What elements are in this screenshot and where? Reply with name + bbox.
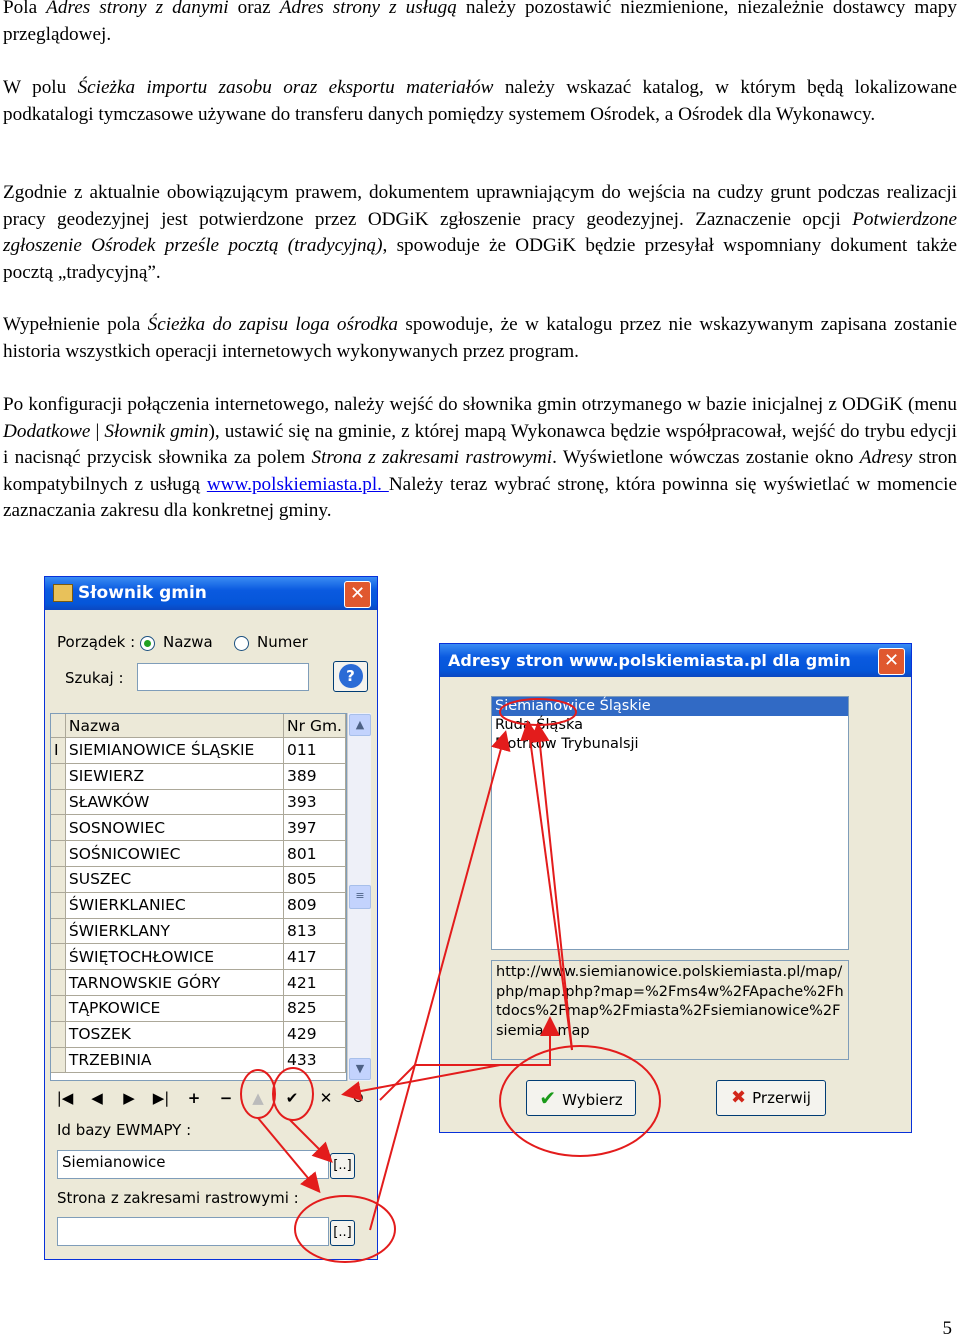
search-input[interactable] — [137, 663, 309, 691]
text: Zgodnie z aktualnie obowiązującym prawem, dokumentem uprawniającym do wejścia na cudzy grunt podczas realizacji pracy geodezyjnej jest potwierdzone przez ODGiK zgłoszenie pracy geodezyjnej. Zaznaczenie opcji — [3, 182, 957, 230]
text-italic: Potwierdzone zgłoszenie Ośrodek prześle pocztą (tradycyjną) — [3, 208, 957, 256]
text-italic: Adres strony z danymi — [46, 0, 229, 18]
nav-cancel-button[interactable]: ✕ — [319, 1089, 333, 1107]
cell-nazwa: TRZEBINIA — [65, 1047, 283, 1073]
table-row[interactable] — [51, 944, 346, 970]
row-indicator — [51, 866, 65, 892]
text: W polu — [3, 77, 78, 98]
cell-nr: 397 — [284, 815, 346, 841]
ewmapy-browse-button[interactable]: [..] — [330, 1153, 355, 1179]
cell-nr: 825 — [284, 995, 346, 1021]
nav-insert-button[interactable]: + — [187, 1089, 201, 1107]
table-row[interactable] — [51, 1021, 346, 1047]
text: należy pozostawić niezmienione, niezależnie dostawcy mapy przeglądowej. — [3, 0, 957, 45]
help-button[interactable] — [333, 661, 368, 692]
text-italic: Strona z zakresami rastrowymi — [311, 447, 553, 468]
table-row[interactable] — [51, 970, 346, 996]
table-row[interactable] — [51, 995, 346, 1021]
wybierz-label: Wybierz — [562, 1091, 623, 1109]
nav-edit-button[interactable]: ▲ — [252, 1089, 264, 1107]
radio-nazwa[interactable] — [140, 636, 155, 651]
cell-nazwa: SIEWIERZ — [65, 763, 283, 789]
order-label: Porządek : — [57, 633, 136, 651]
paragraph-1 — [3, 0, 957, 48]
polskiemiasta-link[interactable]: www.polskiemiasta.pl. — [206, 473, 389, 495]
cell-nr: 433 — [284, 1047, 346, 1073]
nav-refresh-button[interactable]: ↻ — [351, 1089, 365, 1107]
radio-nazwa-label: Nazwa — [163, 633, 213, 651]
ewmapy-input[interactable]: Siemianowice — [57, 1150, 329, 1179]
row-indicator — [51, 815, 65, 841]
radio-numer-label: Numer — [257, 633, 308, 651]
close-button[interactable]: ✕ — [878, 648, 905, 675]
cell-nazwa: SŁAWKÓW — [65, 789, 283, 815]
table-row[interactable] — [51, 866, 346, 892]
ewmapy-label: Id bazy EWMAPY : — [57, 1121, 192, 1139]
gminy-grid — [50, 713, 347, 1081]
text-italic: Słownik gmin — [104, 420, 209, 442]
row-indicator — [51, 995, 65, 1021]
nav-first-button[interactable]: |◀ — [56, 1089, 74, 1107]
table-row[interactable] — [51, 789, 346, 815]
text-italic: Dodatkowe — [3, 420, 91, 442]
raster-browse-button[interactable]: [..] — [330, 1220, 355, 1246]
cell-nazwa: ŚWIĘTOCHŁOWICE — [65, 944, 283, 970]
scroll-thumb[interactable]: ≡ — [349, 885, 371, 909]
text: należy wskazać katalog, w którym będą lokalizowane podkatalogi tymczasowe używane do transferu danych pomiędzy systemem Ośrodek, a Ośrodek dla Wykonawcy. — [3, 77, 957, 125]
cell-nazwa: SOSNOWIEC — [65, 815, 283, 841]
window-title: Słownik gmin — [78, 583, 207, 603]
cell-nr: 421 — [284, 970, 346, 996]
nav-next-button[interactable]: ▶ — [123, 1089, 135, 1107]
help-icon: ? — [339, 664, 363, 688]
title-bar — [440, 644, 911, 677]
nav-prior-button[interactable]: ◀ — [91, 1089, 103, 1107]
text-italic: Adresy — [859, 447, 913, 468]
paragraph-4 — [3, 312, 957, 365]
text: oraz — [228, 0, 280, 18]
text: spowoduje, że w katalogu przez nie wskazywanym zapisana zostanie historia wszystkich operacji internetowych wykonywanych przez program. — [3, 314, 957, 362]
grid-header — [51, 714, 346, 738]
cell-nazwa: SUSZEC — [65, 866, 283, 892]
cell-nr: 805 — [284, 866, 346, 892]
text: Pola — [3, 0, 47, 18]
cell-nr: 011 — [284, 738, 346, 764]
row-indicator — [51, 1021, 65, 1047]
indicator-header — [51, 714, 65, 738]
wybierz-button[interactable] — [526, 1080, 636, 1116]
radio-numer[interactable] — [234, 636, 249, 651]
page-number: 5 — [942, 1318, 952, 1339]
adresy-list[interactable] — [491, 696, 849, 950]
adresy-stron-window — [439, 643, 912, 1133]
text: Należy teraz wybrać stronę, która powinna się wyświetlać w momencie zaznaczania zakresu dla konkretnej gminy. — [3, 473, 958, 521]
cell-nr: 809 — [284, 892, 346, 918]
slownik-gmin-window — [44, 576, 378, 1260]
text-italic: Adres strony z usługą — [279, 0, 457, 18]
nav-delete-button[interactable]: − — [219, 1089, 233, 1107]
scroll-up-arrow[interactable]: ▲ — [349, 714, 371, 736]
table-row[interactable] — [51, 841, 346, 867]
cell-nr: 417 — [284, 944, 346, 970]
cell-nazwa: ŚWIERKLANY — [65, 918, 283, 944]
row-indicator — [51, 789, 65, 815]
cross-icon: ✖ — [731, 1087, 747, 1108]
scroll-down-arrow[interactable]: ▼ — [349, 1058, 371, 1080]
text: ), ustawić się na gminie, z której mapą Wykonawca będzie współpracował, wejść do trybu edycji i nacisnąć przycisk słownika za polem — [3, 420, 957, 468]
paragraph-3 — [3, 180, 957, 286]
cell-nazwa: SOŚNICOWIEC — [65, 841, 283, 867]
table-row[interactable] — [51, 763, 346, 789]
cell-nazwa: TOSZEK — [65, 1021, 283, 1047]
cell-nr: 429 — [284, 1021, 346, 1047]
title-bar — [45, 577, 377, 610]
window-icon — [53, 584, 73, 602]
przerwij-button[interactable] — [716, 1080, 826, 1116]
row-indicator — [51, 970, 65, 996]
przerwij-label: Przerwij — [752, 1089, 811, 1107]
paragraph-2 — [3, 75, 957, 128]
list-item[interactable]: Siemianowice Śląskie — [492, 697, 848, 716]
nav-post-button[interactable]: ✔ — [285, 1089, 299, 1107]
cell-nazwa: TARNOWSKIE GÓRY — [65, 970, 283, 996]
row-indicator: I — [51, 738, 65, 764]
menu-separator: | — [90, 420, 105, 442]
table-row[interactable] — [51, 892, 346, 918]
column-header-nazwa[interactable]: Nazwa — [65, 714, 283, 738]
grid-scrollbar[interactable] — [347, 713, 371, 1081]
cell-nazwa: ŚWIERKLANIEC — [65, 892, 283, 918]
text: Wypełnienie pola — [3, 314, 148, 335]
text: Po konfiguracji połączenia internetowego, należy wejść do słownika gmin otrzymanego w bazie inicjalnej z ODGiK (menu — [3, 394, 957, 415]
row-indicator — [51, 918, 65, 944]
close-button[interactable]: ✕ — [344, 581, 371, 608]
paragraph-5 — [3, 392, 957, 525]
url-display: http://www.siemianowice.polskiemiasta.pl/map/php/map.php?map=%2Fms4w%2FApache%2Fhtdocs%2Fmap%2Fmiasta%2Fsiemianowice%2Fsiemian.map — [491, 960, 849, 1060]
table-row[interactable] — [51, 815, 346, 841]
window-title: Adresy stron www.polskiemiasta.pl dla gmin — [448, 651, 851, 670]
list-item[interactable]: Ruda Śląska — [495, 717, 584, 733]
check-icon: ✔ — [539, 1086, 557, 1110]
cell-nr: 389 — [284, 763, 346, 789]
cell-nazwa: TĄPKOWICE — [65, 995, 283, 1021]
row-indicator — [51, 763, 65, 789]
text: stron kompatybilnych z usługą — [3, 447, 958, 495]
cell-nazwa: SIEMIANOWICE ŚLĄSKIE — [65, 738, 283, 764]
nav-last-button[interactable]: ▶| — [152, 1089, 170, 1107]
table-row[interactable] — [51, 918, 346, 944]
raster-input[interactable] — [57, 1217, 329, 1246]
text: . Wyświetlone wówczas zostanie okno — [552, 447, 860, 468]
row-indicator — [51, 944, 65, 970]
cell-nr: 801 — [284, 841, 346, 867]
row-indicator — [51, 841, 65, 867]
search-label: Szukaj : — [65, 669, 124, 687]
table-row[interactable] — [51, 738, 346, 764]
cell-nr: 813 — [284, 918, 346, 944]
column-header-nr[interactable]: Nr Gm. — [284, 714, 346, 738]
cell-nr: 393 — [284, 789, 346, 815]
list-item[interactable]: Piotrków Trybunalsji — [495, 736, 639, 752]
table-row[interactable] — [51, 1047, 346, 1073]
text: , spowoduje że ODGiK będzie przesyłał wspomniany dokument także pocztą „tradycyjną”. — [3, 235, 957, 283]
text-italic: Ścieżka do zapisu loga ośrodka — [147, 314, 399, 335]
text-italic: Ścieżka importu zasobu oraz eksportu materiałów — [77, 77, 494, 98]
row-indicator — [51, 1047, 65, 1073]
row-indicator — [51, 892, 65, 918]
raster-label: Strona z zakresami rastrowymi : — [57, 1189, 299, 1207]
